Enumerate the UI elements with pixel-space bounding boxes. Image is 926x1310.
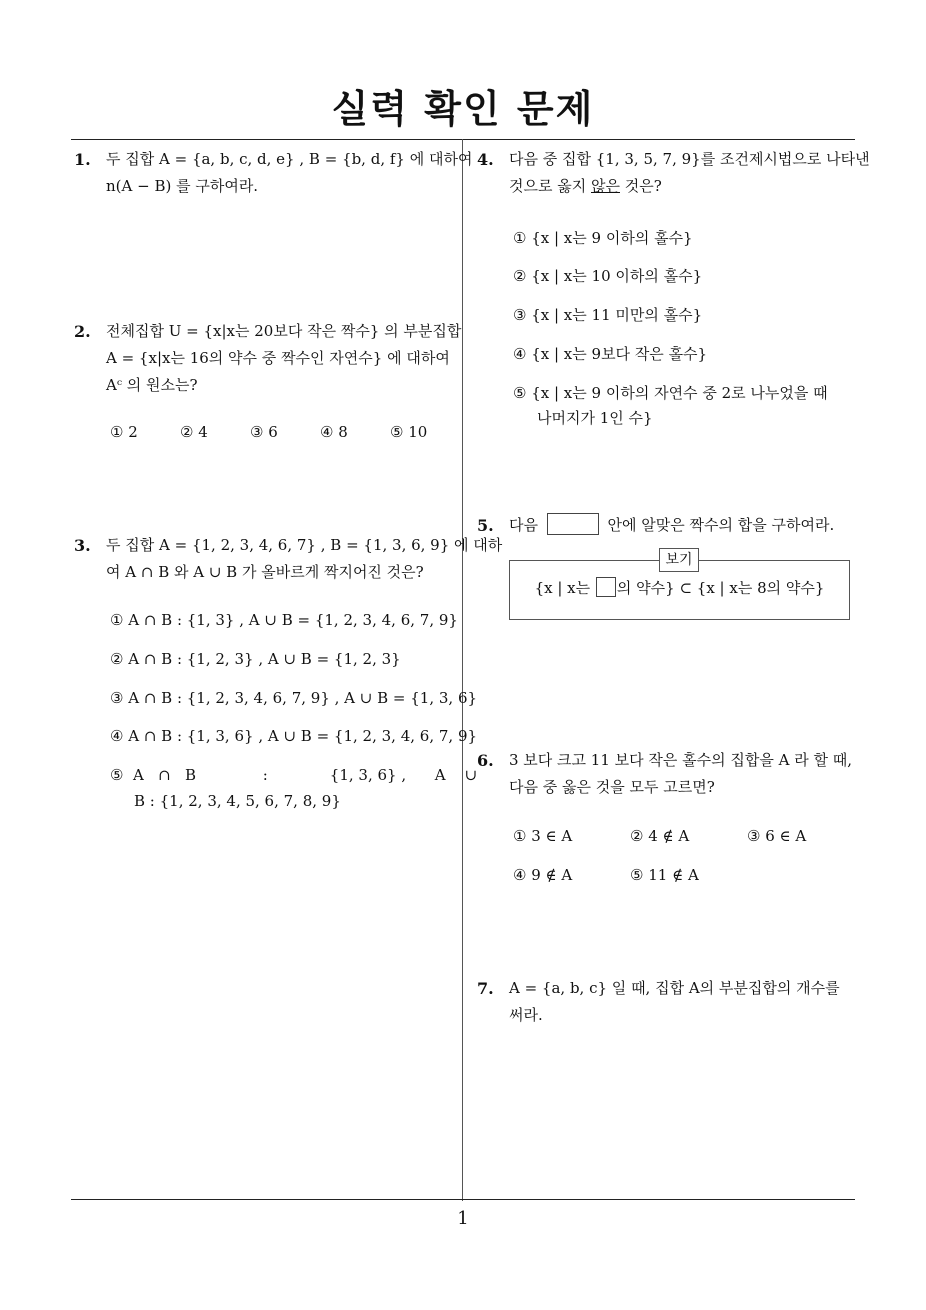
choice-4[interactable]: ④ 8	[320, 423, 348, 441]
question-5	[477, 512, 835, 539]
choice-5-continued: B : {1, 2, 3, 4, 5, 6, 7, 8, 9}	[134, 792, 341, 810]
question-text: A = {x|x는 16의 약수 중 짝수인 자연수} 에 대하여	[106, 349, 450, 367]
question-number: 4.	[477, 150, 494, 169]
question-text: 두 집합 A = {a, b, c, d, e} , B = {b, d, f} 에 대하여	[106, 150, 473, 168]
question-text: 다음	[509, 516, 538, 534]
choice-5[interactable]: ⑤ 10	[390, 423, 428, 441]
choice-5[interactable]: ⑤ A ∩ B : {1, 3, 6} , A ∪	[110, 766, 478, 784]
choice-3[interactable]: ③ 6 ∈ A	[747, 827, 807, 845]
question-number: 3.	[74, 536, 91, 555]
choice-4[interactable]: ④ 9 ∉ A	[513, 866, 573, 884]
question-number: 6.	[477, 751, 494, 770]
question-text: 다음 중 옳은 것을 모두 고르면?	[509, 778, 715, 796]
choice-2[interactable]: ② 4 ∉ A	[630, 827, 690, 845]
question-4	[477, 146, 870, 200]
choice-1[interactable]: ① 3 ∈ A	[513, 827, 573, 845]
choice-2[interactable]: ② {x | x는 10 이하의 홀수}	[513, 267, 703, 285]
bogi-expression: {x | x는 의 약수} ⊂ {x | x는 8의 약수}	[534, 579, 825, 597]
bogi-label: 보기	[659, 548, 699, 572]
answer-blank	[547, 513, 599, 535]
question-text: A = {a, b, c} 일 때, 집합 A의 부분집합의 개수를	[509, 979, 840, 997]
underlined-word: 않은	[591, 177, 620, 195]
question-7	[477, 975, 840, 1029]
blank-square	[596, 577, 616, 597]
question-text: 다음 중 집합 {1, 3, 5, 7, 9}를 조건제시법으로 나타낸	[509, 150, 870, 168]
choice-5-continued: 나머지가 1인 수}	[537, 409, 653, 427]
question-1	[74, 146, 473, 200]
question-text: n(A − B) 를 구하여라.	[106, 177, 259, 195]
question-3	[74, 532, 503, 586]
choice-3[interactable]: ③ {x | x는 11 미만의 홀수}	[513, 306, 703, 324]
choice-1[interactable]: ① 2	[110, 423, 138, 441]
choice-4[interactable]: ④ {x | x는 9보다 작은 홀수}	[513, 345, 708, 363]
choice-4[interactable]: ④ A ∩ B : {1, 3, 6} , A ∪ B = {1, 2, 3, 4, 6, 7, 9}	[110, 727, 478, 745]
column-divider	[462, 139, 463, 1201]
question-text: 안에 알맞은 짝수의 합을 구하여라.	[607, 516, 835, 534]
choice-5[interactable]: ⑤ 11 ∉ A	[630, 866, 699, 884]
question-text: 여 A ∩ B 와 A ∪ B 가 올바르게 짝지어진 것은?	[106, 563, 424, 581]
question-text: 것으로 옳지 않은 것은?	[509, 177, 662, 195]
question-number: 2.	[74, 322, 91, 341]
top-divider	[71, 139, 855, 140]
choice-1[interactable]: ① A ∩ B : {1, 3} , A ∪ B = {1, 2, 3, 4, 6, 7, 9}	[110, 611, 458, 629]
choice-3[interactable]: ③ 6	[250, 423, 278, 441]
question-text: 써라.	[509, 1006, 543, 1024]
question-number: 1.	[74, 150, 91, 169]
question-number: 5.	[477, 516, 494, 535]
question-number: 7.	[477, 979, 494, 998]
question-6	[477, 747, 853, 801]
choice-2[interactable]: ② 4	[180, 423, 208, 441]
question-text: 3 보다 크고 11 보다 작은 홀수의 집합을 A 라 할 때,	[509, 751, 853, 769]
question-text: 전체집합 U = {x|x는 20보다 작은 짝수} 의 부분집합	[106, 322, 462, 340]
bottom-divider	[71, 1199, 855, 1200]
question-text: 두 집합 A = {1, 2, 3, 4, 6, 7} , B = {1, 3, 6, 9} 에 대하	[106, 536, 503, 554]
choice-5[interactable]: ⑤ {x | x는 9 이하의 자연수 중 2로 나누었을 때	[513, 384, 828, 402]
question-2	[74, 318, 462, 399]
page-number: 1	[457, 1208, 469, 1229]
choice-2[interactable]: ② A ∩ B : {1, 2, 3} , A ∪ B = {1, 2, 3}	[110, 650, 401, 668]
page-title: 실력 확인 문제	[331, 87, 595, 131]
question-text: Aᶜ 의 원소는?	[106, 376, 198, 394]
choice-1[interactable]: ① {x | x는 9 이하의 홀수}	[513, 229, 693, 247]
choice-3[interactable]: ③ A ∩ B : {1, 2, 3, 4, 6, 7, 9} , A ∪ B = {1, 3, 6}	[110, 689, 478, 707]
